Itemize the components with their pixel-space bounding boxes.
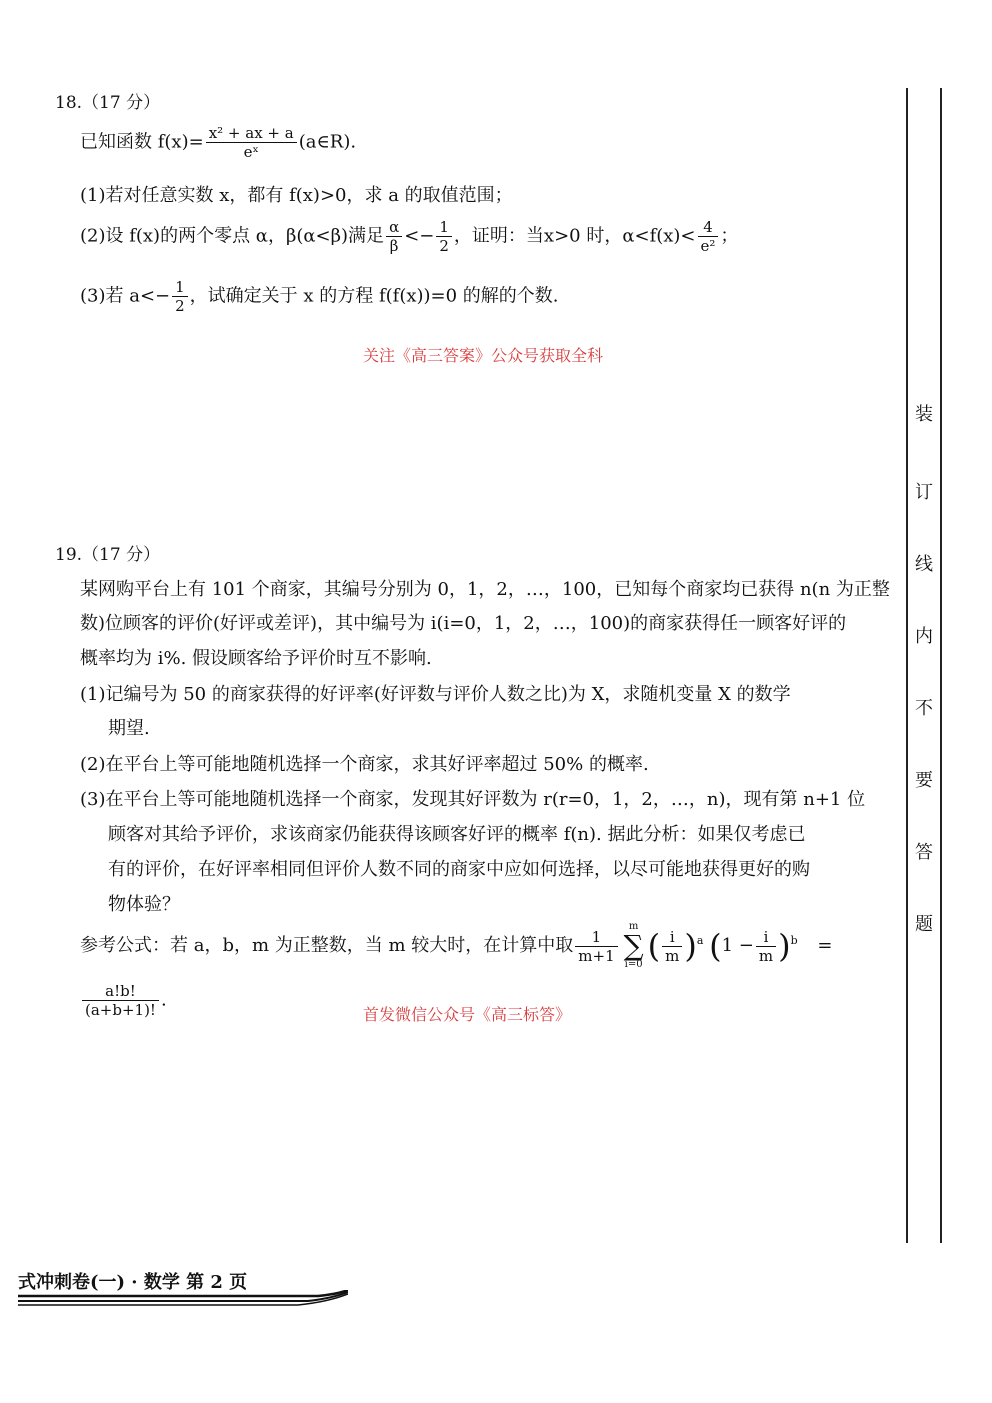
q19-part3-b: 顾客对其给予评价，求该商家仍能获得该顾客好评的概率 f(n). 据此分析：如果仅考虑已 — [108, 824, 806, 845]
frac-den: 2 — [439, 237, 449, 255]
binding-line-right — [940, 88, 942, 1243]
sum-bottom: i=0 — [624, 959, 643, 970]
ref-mid: 1 − — [721, 935, 754, 956]
q18-den: eˣ — [243, 143, 259, 161]
frac-den: (a+b+1)! — [85, 1001, 156, 1019]
q18-p2-d: ； — [720, 225, 739, 247]
q18-p3-frac — [172, 278, 188, 315]
q18-p2-c: ，证明：当x>0 时，α<f(x)< — [453, 225, 696, 247]
binding-line-left — [906, 88, 908, 1243]
sum-sign: ∑ — [623, 929, 644, 962]
q19-part3-a: (3)在平台上等可能地随机选择一个商家，发现其好评数为 r(r=0，1，2，…，n)，现有第 n+1 位 — [80, 789, 866, 810]
q18-function-fraction — [206, 124, 297, 161]
ref-end: . — [160, 989, 167, 1011]
binding-char: 内 — [915, 626, 933, 647]
q19-reference-result — [80, 982, 167, 1019]
ref-inner-frac1 — [662, 928, 682, 965]
frac-den: m+1 — [578, 946, 615, 965]
q18-part3 — [80, 278, 559, 315]
binding-char: 题 — [915, 914, 933, 935]
frac-num: i — [662, 928, 682, 947]
q19-line3: 概率均为 i%. 假设顾客给予评价时互不影响. — [80, 648, 432, 669]
exponent-b: b — [790, 934, 798, 947]
frac-num: 1 — [575, 928, 617, 947]
q18-p2-frac1 — [386, 218, 402, 255]
frac-num: a!b! — [82, 982, 159, 1001]
sum-symbol — [624, 922, 644, 970]
q18-fx: f(x)= — [157, 131, 204, 153]
frac-den: e² — [700, 237, 716, 255]
q18-intro-suffix: (a∈R). — [298, 131, 357, 153]
binding-char: 线 — [915, 554, 933, 575]
q18-header: 18.（17 分） — [55, 93, 161, 113]
binding-char: 答 — [915, 842, 933, 863]
q19-reference-formula: 参考公式：若 a，b，m 为正整数，当 m 较大时，在计算中取 $\frac{1}{m+1}$ m ∑ i=0 ( $\frac{i}{m}$ )$^a$ (1 − $\frac{i}{m}$ )$^b$ = — [80, 921, 833, 970]
ref-text: 参考公式：若 a，b，m 为正整数，当 m 较大时，在计算中取 — [80, 935, 574, 956]
frac-num: 1 — [436, 218, 452, 237]
sum-top: m — [628, 921, 639, 932]
q18-part2 — [80, 218, 738, 255]
binding-char: 订 — [915, 482, 933, 503]
exponent-a: a — [696, 934, 704, 947]
ref-frac2 — [82, 982, 159, 1019]
q19-part3-d: 物体验？ — [108, 894, 180, 915]
binding-char: 不 — [915, 698, 933, 719]
q19-line1: 某网购平台上有 101 个商家，其编号分别为 0，1，2，…，100，已知每个商家均已获得 n(n 为正整 — [80, 579, 890, 600]
q19-header: 19.（17 分） — [55, 545, 161, 565]
frac-den: m — [665, 946, 680, 965]
binding-char: 要 — [915, 770, 933, 791]
footer-swoosh — [18, 1290, 348, 1310]
frac-den: 2 — [175, 297, 185, 315]
q18-p3-a: (3)若 a<− — [80, 285, 171, 307]
q18-intro — [80, 124, 356, 161]
q18-p2-frac2 — [436, 218, 452, 255]
ref-equals: = — [817, 935, 833, 956]
frac-num: 1 — [172, 278, 188, 297]
q18-intro-prefix: 已知函数 — [80, 131, 158, 153]
q18-part1: (1)若对任意实数 x，都有 f(x)>0，求 a 的取值范围； — [80, 185, 513, 206]
ref-inner-frac2 — [756, 928, 776, 965]
q19-part1-b: 期望. — [108, 718, 150, 739]
q18-num: x² + ax + a — [206, 124, 297, 143]
q18-p2-frac3 — [698, 218, 719, 255]
q18-p2-a: (2)设 f(x)的两个零点 α，β(α<β)满足 — [80, 225, 385, 247]
watermark-bottom: 首发微信公众号《高三标答》 — [363, 1005, 572, 1024]
frac-num: i — [756, 928, 776, 947]
q19-part2: (2)在平台上等可能地随机选择一个商家，求其好评率超过 50% 的概率. — [80, 754, 649, 775]
frac-den: m — [758, 946, 774, 965]
q19-part3-c: 有的评价，在好评率相同但评价人数不同的商家中应如何选择，以尽可能地获得更好的购 — [108, 859, 810, 880]
page-footer: 式冲刺卷(一) · 数学 第 2 页 — [18, 1272, 248, 1293]
frac-num: 4 — [698, 218, 719, 237]
q19-part1-a: (1)记编号为 50 的商家获得的好评率(好评数与评价人数之比)为 X，求随机变量 X 的数学 — [80, 684, 791, 705]
ref-frac1 — [575, 928, 617, 965]
frac-den: β — [389, 237, 399, 255]
q18-p3-b: ，试确定关于 x 的方程 f(f(x))=0 的解的个数. — [189, 285, 559, 307]
frac-num: α — [386, 218, 402, 237]
watermark-top: 关注《高三答案》公众号获取全科 — [363, 346, 604, 365]
q19-line2: 数)位顾客的评价(好评或差评)，其中编号为 i(i=0，1，2，…，100)的商家获得任一顾客好评的 — [80, 613, 847, 634]
binding-char: 装 — [915, 404, 933, 425]
q18-p2-b: <− — [404, 225, 435, 247]
